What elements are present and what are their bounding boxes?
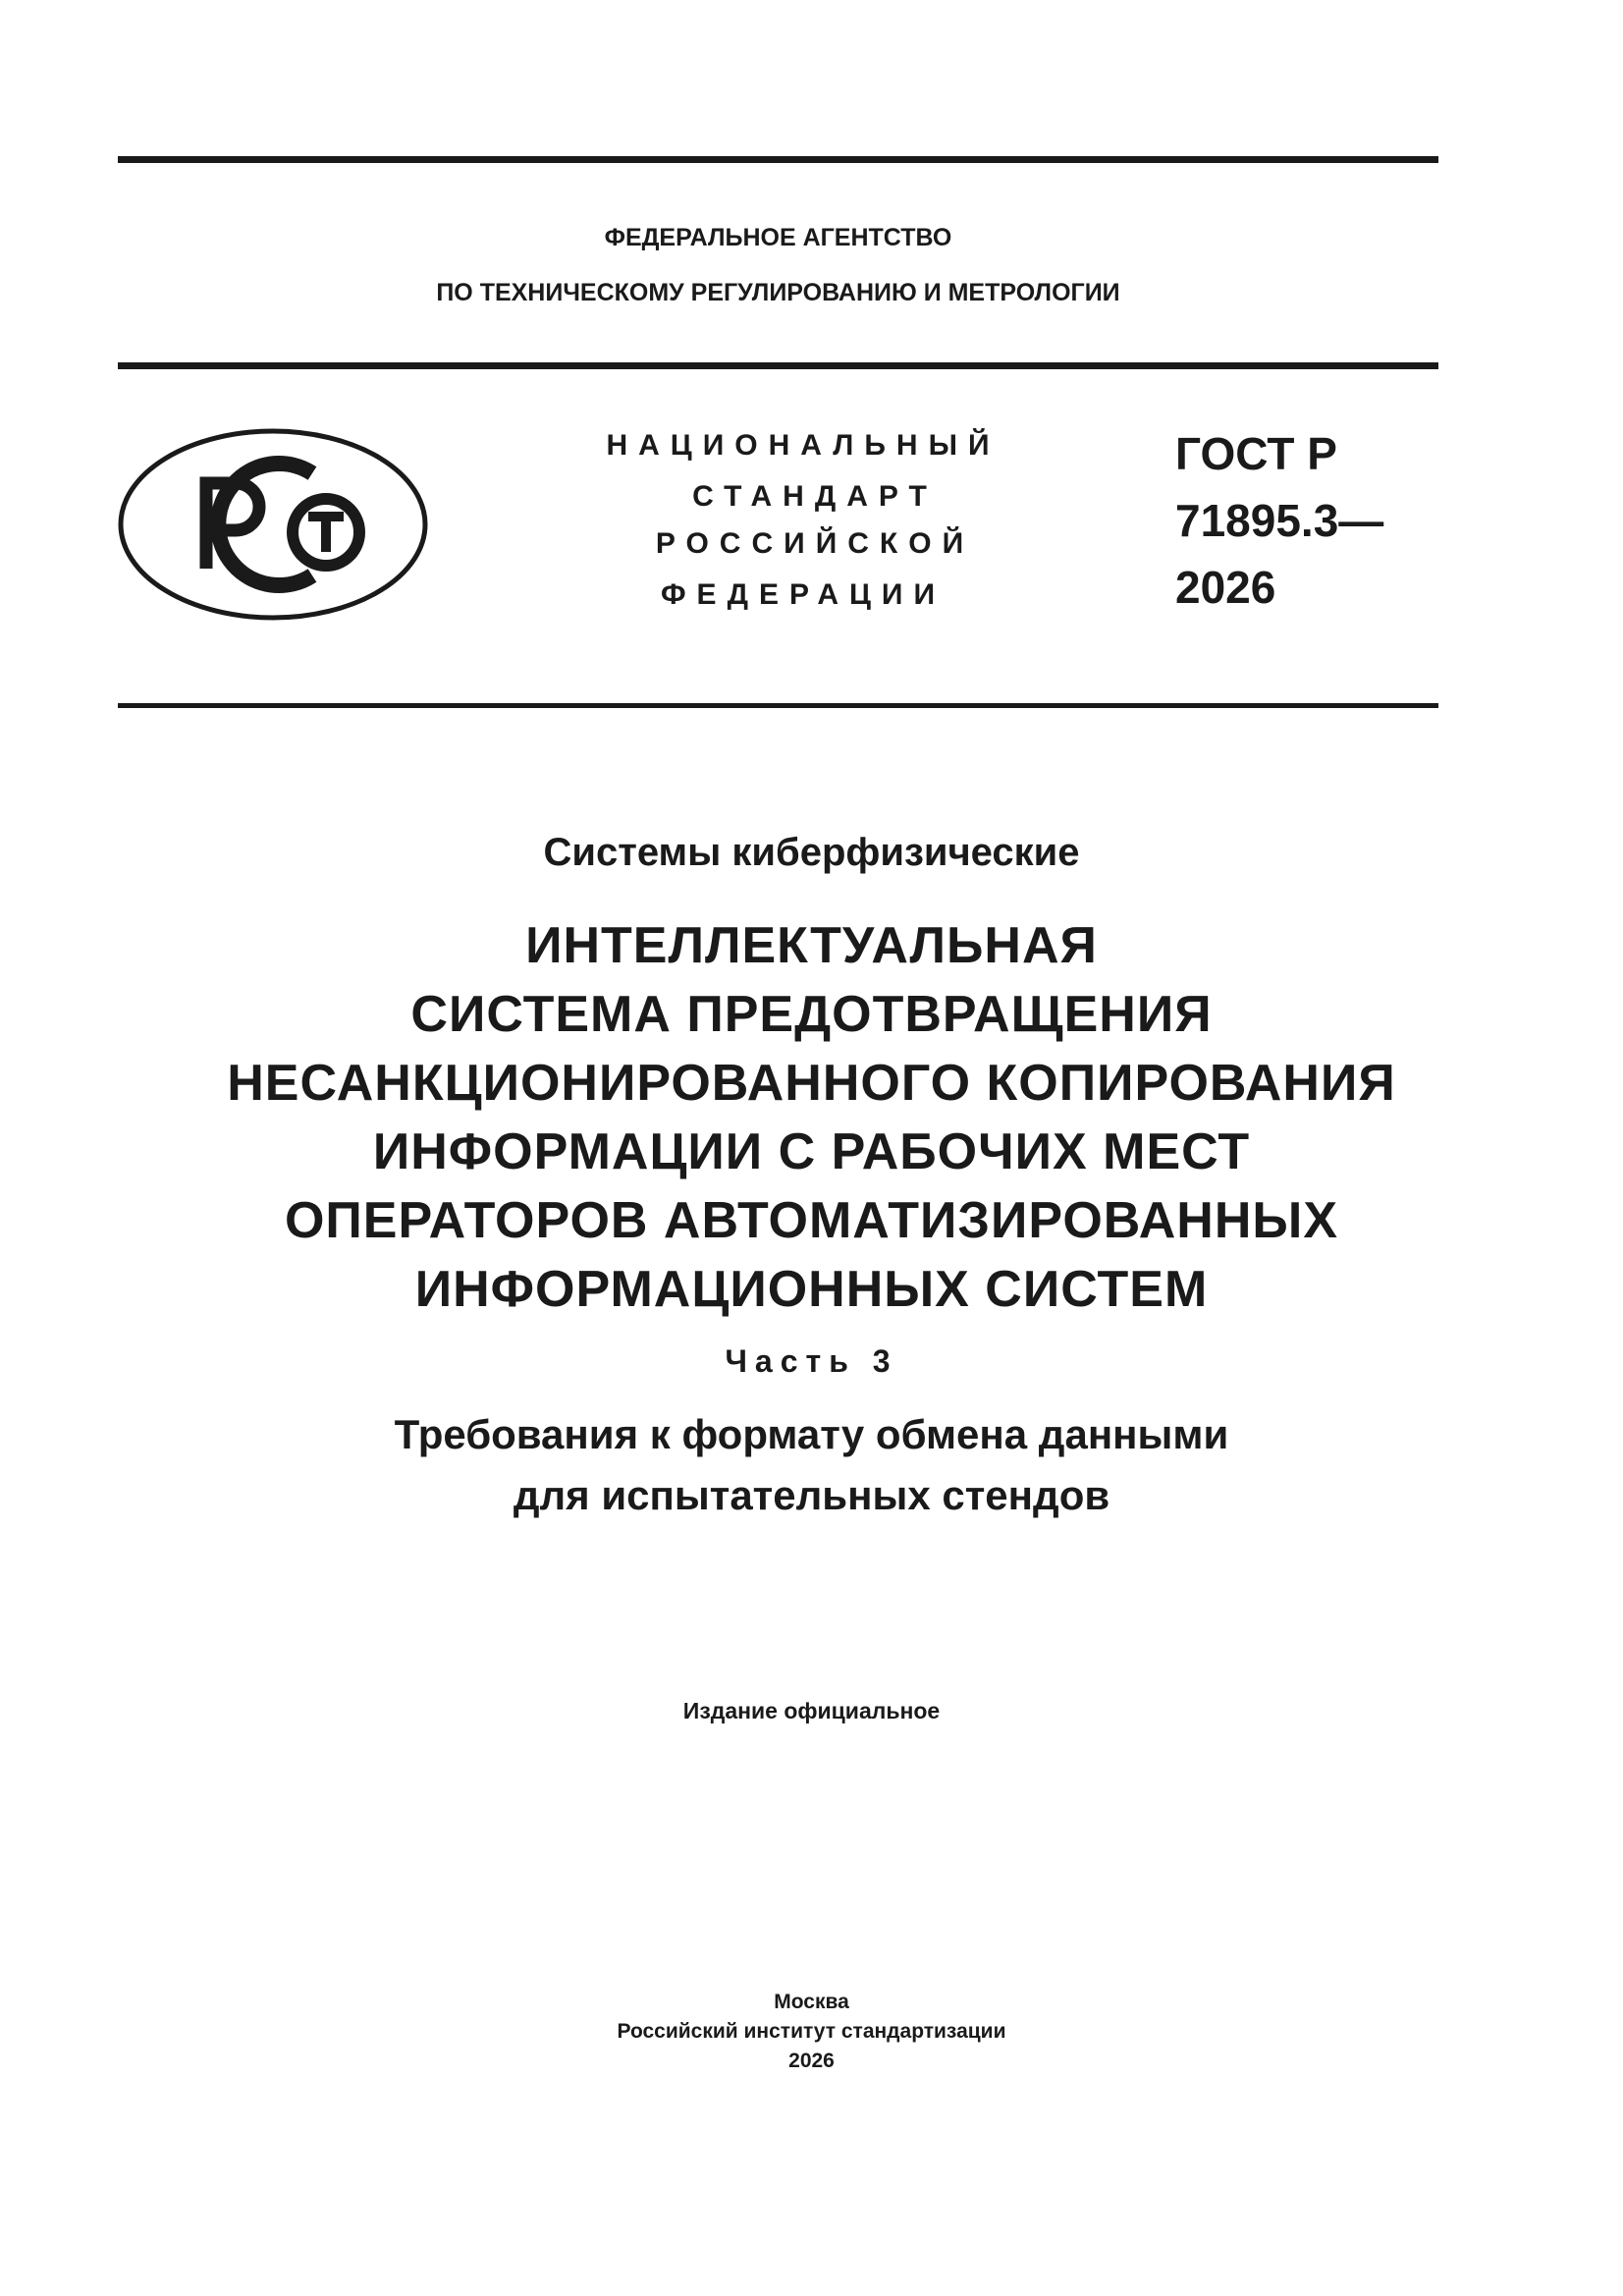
agency-name-line-2: ПО ТЕХНИЧЕСКОМУ РЕГУЛИРОВАНИЮ И МЕТРОЛОГИИ (436, 279, 1120, 306)
standard-type-line-3: РОССИЙСКОЙ (655, 527, 975, 560)
top-rule (118, 156, 1438, 163)
publication-place: Москва (774, 1991, 849, 2013)
publication-year: 2026 (788, 2050, 835, 2072)
main-title (0, 911, 1623, 1324)
part-number: Часть 3 (725, 1343, 898, 1379)
header-rule (118, 703, 1438, 708)
series-title: Системы киберфизические (543, 831, 1080, 874)
main-title-line: ОПЕРАТОРОВ АВТОМАТИЗИРОВАННЫХ (284, 1192, 1338, 1249)
designation-line-3: 2026 (1175, 562, 1276, 613)
designation-line-2: 71895.3— (1175, 495, 1384, 546)
subtitle (0, 1404, 1623, 1526)
subtitle-line: Требования к формату обмена данными (394, 1411, 1229, 1457)
standard-type-line-4: ФЕДЕРАЦИИ (660, 578, 947, 611)
main-title-line: ИНФОРМАЦИИ С РАБОЧИХ МЕСТ (372, 1123, 1251, 1180)
main-title-line: ИНТЕЛЛЕКТУАЛЬНАЯ (525, 917, 1098, 974)
agency-rule (118, 362, 1438, 369)
main-title-line: ИНФОРМАЦИОННЫХ СИСТЕМ (414, 1261, 1209, 1318)
main-title-line: НЕСАНКЦИОНИРОВАННОГО КОПИРОВАНИЯ (227, 1055, 1396, 1112)
rst-certification-mark-icon (116, 426, 430, 623)
edition-label: Издание официальное (682, 1698, 941, 1723)
designation-line-1: ГОСТ Р (1175, 428, 1337, 479)
agency-name-line-1: ФЕДЕРАЛЬНОЕ АГЕНТСТВО (604, 224, 952, 251)
standard-type-line-1: НАЦИОНАЛЬНЫЙ (606, 429, 1001, 462)
standard-type-line-2: СТАНДАРТ (692, 480, 938, 513)
subtitle-line: для испытательных стендов (513, 1472, 1110, 1518)
main-title-line: СИСТЕМА ПРЕДОТВРАЩЕНИЯ (410, 986, 1213, 1043)
publisher-name: Российский институт стандартизации (617, 2020, 1006, 2043)
